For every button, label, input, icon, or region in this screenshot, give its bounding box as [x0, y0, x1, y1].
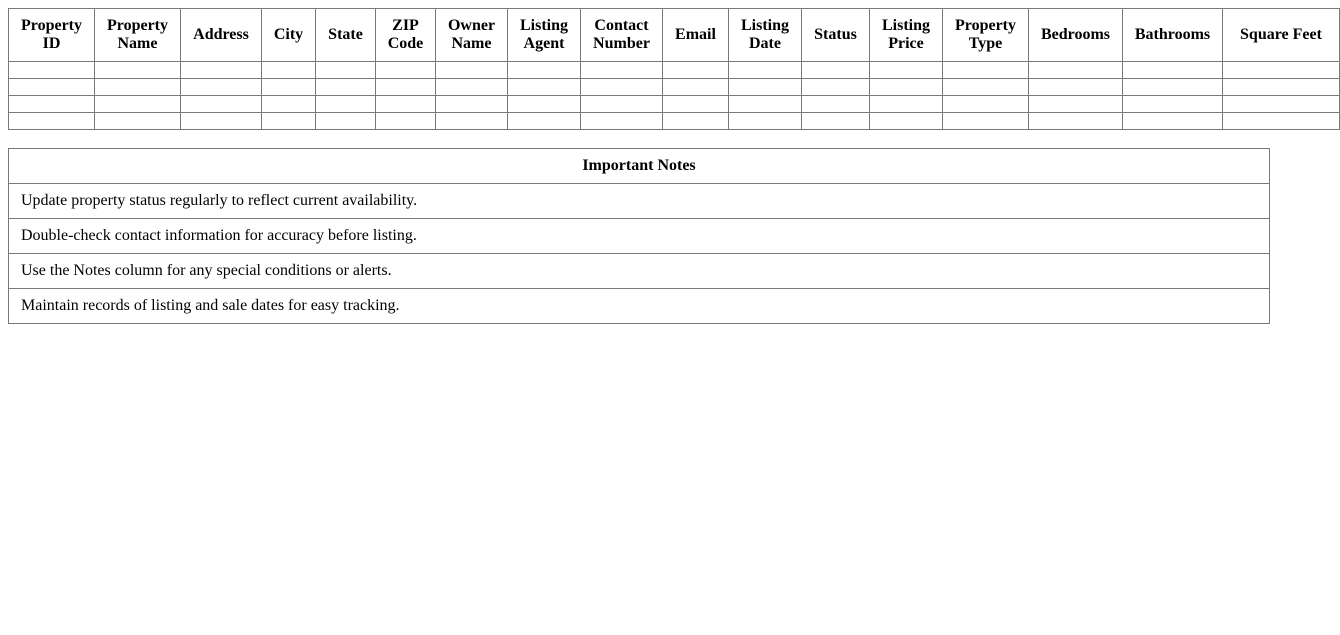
- note-row: [9, 289, 1270, 324]
- property-table: [8, 8, 1340, 130]
- table-cell[interactable]: [316, 62, 376, 79]
- table-cell[interactable]: [262, 62, 316, 79]
- column-header-owner-name: Owner Name: [436, 9, 508, 62]
- note-item: Use the Notes column for any special conditions or alerts.: [9, 254, 1270, 289]
- column-header-property-name: Property Name: [95, 9, 181, 62]
- table-cell[interactable]: [181, 96, 262, 113]
- table-cell[interactable]: [9, 113, 95, 130]
- table-cell[interactable]: [1029, 96, 1123, 113]
- table-cell[interactable]: [262, 96, 316, 113]
- column-header-bedrooms: Bedrooms: [1029, 9, 1123, 62]
- table-cell[interactable]: [181, 79, 262, 96]
- note-item: Update property status regularly to reflect current availability.: [9, 184, 1270, 219]
- table-cell[interactable]: [376, 62, 436, 79]
- column-header-property-id: Property ID: [9, 9, 95, 62]
- table-cell[interactable]: [943, 79, 1029, 96]
- table-cell[interactable]: [802, 62, 870, 79]
- property-table-container: [8, 8, 1322, 132]
- table-cell[interactable]: [1123, 96, 1223, 113]
- table-cell[interactable]: [316, 96, 376, 113]
- notes-title: Important Notes: [9, 149, 1270, 184]
- table-cell[interactable]: [663, 113, 729, 130]
- table-cell[interactable]: [663, 62, 729, 79]
- table-cell[interactable]: [95, 79, 181, 96]
- notes-table: [8, 148, 1270, 324]
- table-cell[interactable]: [508, 96, 581, 113]
- table-cell[interactable]: [870, 113, 943, 130]
- note-row: [9, 219, 1270, 254]
- table-row: [9, 79, 1340, 96]
- table-cell[interactable]: [436, 113, 508, 130]
- table-row: [9, 62, 1340, 79]
- table-cell[interactable]: [1029, 113, 1123, 130]
- table-cell[interactable]: [581, 62, 663, 79]
- table-cell[interactable]: [316, 79, 376, 96]
- column-header-listing-price: Listing Price: [870, 9, 943, 62]
- table-cell[interactable]: [1223, 96, 1340, 113]
- table-cell[interactable]: [943, 96, 1029, 113]
- table-cell[interactable]: [508, 113, 581, 130]
- table-cell[interactable]: [943, 113, 1029, 130]
- note-item: Maintain records of listing and sale dates for easy tracking.: [9, 289, 1270, 324]
- notes-header-row: [9, 149, 1270, 184]
- column-header-bathrooms: Bathrooms: [1123, 9, 1223, 62]
- table-cell[interactable]: [508, 79, 581, 96]
- table-cell[interactable]: [181, 62, 262, 79]
- table-cell[interactable]: [729, 79, 802, 96]
- table-cell[interactable]: [581, 79, 663, 96]
- table-cell[interactable]: [436, 96, 508, 113]
- table-cell[interactable]: [1123, 62, 1223, 79]
- table-cell[interactable]: [262, 113, 316, 130]
- column-header-listing-date: Listing Date: [729, 9, 802, 62]
- table-cell[interactable]: [9, 96, 95, 113]
- table-cell[interactable]: [436, 62, 508, 79]
- table-cell[interactable]: [376, 96, 436, 113]
- note-row: [9, 184, 1270, 219]
- table-cell[interactable]: [95, 113, 181, 130]
- column-header-property-type: Property Type: [943, 9, 1029, 62]
- table-cell[interactable]: [581, 96, 663, 113]
- table-cell[interactable]: [95, 96, 181, 113]
- header-row: [9, 9, 1340, 62]
- table-cell[interactable]: [802, 113, 870, 130]
- table-cell[interactable]: [1223, 113, 1340, 130]
- table-cell[interactable]: [376, 79, 436, 96]
- table-cell[interactable]: [376, 113, 436, 130]
- table-row: [9, 96, 1340, 113]
- column-header-city: City: [262, 9, 316, 62]
- table-cell[interactable]: [729, 113, 802, 130]
- table-cell[interactable]: [802, 96, 870, 113]
- table-cell[interactable]: [1223, 79, 1340, 96]
- table-cell[interactable]: [870, 96, 943, 113]
- table-cell[interactable]: [9, 62, 95, 79]
- table-cell[interactable]: [870, 79, 943, 96]
- column-header-square-feet: Square Feet: [1223, 9, 1340, 62]
- table-cell[interactable]: [181, 113, 262, 130]
- table-cell[interactable]: [1029, 62, 1123, 79]
- table-cell[interactable]: [802, 79, 870, 96]
- column-header-listing-agent: Listing Agent: [508, 9, 581, 62]
- table-cell[interactable]: [729, 96, 802, 113]
- column-header-email: Email: [663, 9, 729, 62]
- table-row: [9, 113, 1340, 130]
- column-header-zip-code: ZIP Code: [376, 9, 436, 62]
- table-cell[interactable]: [9, 79, 95, 96]
- table-cell[interactable]: [1029, 79, 1123, 96]
- table-cell[interactable]: [262, 79, 316, 96]
- table-cell[interactable]: [943, 62, 1029, 79]
- column-header-contact-number: Contact Number: [581, 9, 663, 62]
- table-cell[interactable]: [581, 113, 663, 130]
- table-cell[interactable]: [663, 96, 729, 113]
- table-cell[interactable]: [1123, 79, 1223, 96]
- note-item: Double-check contact information for accuracy before listing.: [9, 219, 1270, 254]
- table-cell[interactable]: [729, 62, 802, 79]
- column-header-address: Address: [181, 9, 262, 62]
- table-cell[interactable]: [436, 79, 508, 96]
- table-cell[interactable]: [1223, 62, 1340, 79]
- table-cell[interactable]: [508, 62, 581, 79]
- table-cell[interactable]: [1123, 113, 1223, 130]
- column-header-state: State: [316, 9, 376, 62]
- table-cell[interactable]: [663, 79, 729, 96]
- column-header-status: Status: [802, 9, 870, 62]
- table-cell[interactable]: [95, 62, 181, 79]
- table-cell[interactable]: [870, 62, 943, 79]
- note-row: [9, 254, 1270, 289]
- table-cell[interactable]: [316, 113, 376, 130]
- property-table-body: [9, 62, 1340, 130]
